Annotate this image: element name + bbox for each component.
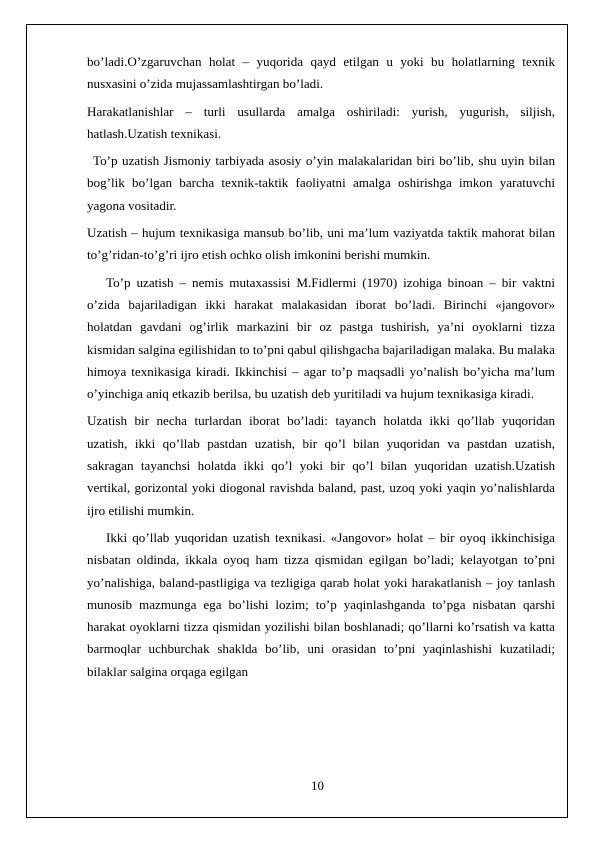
paragraph-uzatish-turlari: Uzatish bir necha turlardan iborat bo’ladi: tayanch holatda ikki qo’llab yuqoridan uzatish, ikki qo’llab pastdan uzatish, bir qo’l bilan yuqoridan va pastdan uzatish, sakragan tayanchsi holatda ikki qo’l yoki bir qo’l bilan yuqoridan uzatish.Uzatish vertikal, gorizontal yoki diogonal ravishda baland, past, uzoq yoki yaqin yo’nalishlarda ijro etilishi mumkin.	[87, 413, 555, 518]
paragraph-intro-continuation: bo’ladi.O’zgaruvchan holat – yuqorida qayd etilgan u yoki bu holatlarning texnik nusxasini o’zida mujassamlashtirgan bo’ladi.	[87, 54, 555, 92]
paragraph-top-uzatish: To’p uzatish Jismoniy tarbiyada asosiy o’yin malakalaridan biri bo’lib, shu uyin bilan bog’lik bo’lgan barcha texnik-taktik faoliyatni amalga oshirishga imkon yaratuvchi yagona vositadir.	[87, 153, 555, 213]
paragraph-fidler: To’p uzatish – nemis mutaxassisi M.Fidlermi (1970) izohiga binoan – bir vaktni o’zida bajariladigan ikki harakat malakasidan iborat bo’ladi. Birinchi «jangovor» holatdan gavdani og’irlik markazini bir oz pastga tushirish, ya’ni oyoklarni tizza kismidan salgina egilishidan to to’pni qabul qilishgacha bajariladigan malaka. Bu malaka himoya texnikasiga kiradi. Ikkinchisi – agar to’p maqsadli yo’nalish bo’yicha ma’lum o’yinchiga aniq etkazib berilsa, bu uzatish deb yuritiladi va hujum texnikasiga kiradi.	[87, 274, 555, 402]
paragraph-uzatish-hujum: Uzatish – hujum texnikasiga mansub bo’lib, uni ma’lum vaziyatda taktik mahorat bilan to’g’ridan-to’g’ri ijro etish ochko olish imkonini berishi mumkin.	[87, 225, 555, 263]
page-number: 10	[311, 778, 324, 793]
page-body	[87, 51, 555, 688]
paragraph-ikki-qollab: Ikki qo’llab yuqoridan uzatish texnikasi. «Jangovor» holat – bir oyoq ikkinchisiga nisbatan oldinda, ikkala oyoq ham tizza qismidan egilgan bo’ladi; kelayotgan to’pni yo’nalishiga, baland-pastligiga va tezligiga qarab holat yoki harakatlanish – joy tanlash munosib mazmunga ega bo’lishi lozim; to’p yaqinlashganda to’pga nisbatan qarshi harakat oyoklarni tizza qismidan yozilishi bilan boshlanadi; qo’llarni ko’rsatish va katta barmoqlar uchburchak shaklda bo’lib, uni orasidan to’pni yaqinlashishi kuzatiladi; bilaklar salgina orqaga egilgan	[87, 529, 555, 679]
paragraph-harakatlanishlar: Harakatlanishlar – turli usullarda amalga oshiriladi: yurish, yugurish, siljish, hatlash.Uzatish texnikasi.	[87, 103, 555, 141]
